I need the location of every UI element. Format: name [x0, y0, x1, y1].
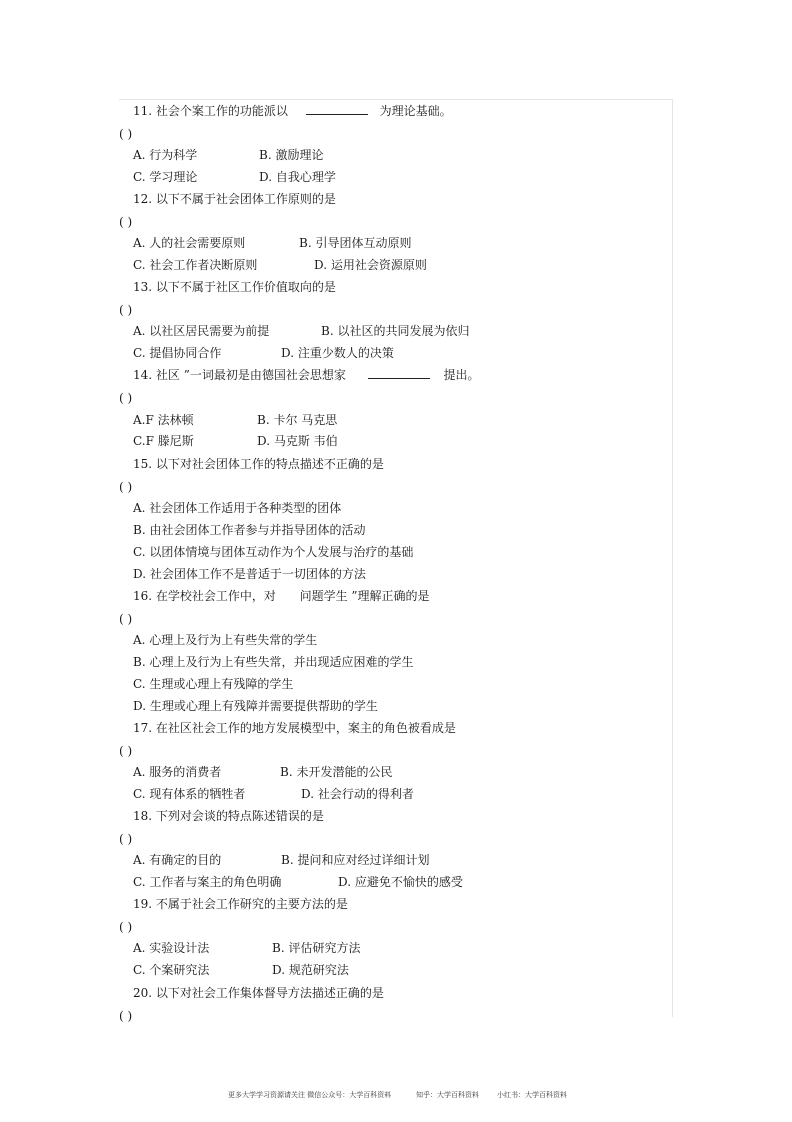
- option-b: B. 卡尔 马克思: [257, 413, 338, 427]
- option-b: B. 评估研究方法: [272, 941, 361, 955]
- footer-xiaohongshu: 小红书：大学百科资料: [497, 1091, 567, 1099]
- option-c: C. 工作者与案主的角色明确: [133, 875, 282, 889]
- question-stem: [133, 104, 452, 118]
- option-d: D. 运用社会资源原则: [314, 258, 427, 272]
- answer-paren: ( ): [119, 744, 133, 758]
- question-stem: [133, 589, 430, 603]
- option-b: B. 由社会团体工作者参与并指导团体的活动: [133, 523, 366, 537]
- option-a: A. 人的社会需要原则: [133, 236, 246, 250]
- option-d: D. 社会团体工作不是普适于一切团体的方法: [133, 567, 366, 581]
- stem-text-tail: 问题学生 ”理解正确的是: [299, 589, 430, 603]
- question-stem: 19. 不属于社会工作研究的主要方法的是: [133, 897, 348, 911]
- stem-text-tail: 提出。: [443, 368, 480, 382]
- question-stem: [133, 368, 480, 382]
- answer-paren: ( ): [119, 832, 133, 846]
- answer-paren: ( ): [119, 303, 133, 317]
- question-stem: 13. 以下不属于社区工作价值取向的是: [133, 280, 336, 294]
- option-c: C. 学习理论: [133, 170, 198, 184]
- option-c: C. 现有体系的牺牲者: [133, 787, 246, 801]
- option-a: A. 实验设计法: [133, 941, 210, 955]
- option-a: A.F 法林顿: [133, 413, 194, 427]
- answer-paren: ( ): [119, 391, 133, 405]
- option-c: C. 以团体情境与团体互动作为个人发展与治疗的基础: [133, 545, 414, 559]
- answer-paren: ( ): [119, 612, 133, 626]
- answer-paren: ( ): [119, 920, 133, 934]
- option-c: C. 生理或心理上有残障的学生: [133, 677, 294, 691]
- question-stem: 20. 以下对社会工作集体督导方法描述正确的是: [133, 986, 384, 1000]
- option-a: A. 有确定的目的: [133, 853, 222, 867]
- option-b: B. 未开发潜能的公民: [280, 765, 393, 779]
- option-a: A. 服务的消费者: [133, 765, 222, 779]
- option-d: D. 应避免不愉快的感受: [338, 875, 463, 889]
- question-stem: 12. 以下不属于社会团体工作原则的是: [133, 192, 336, 206]
- option-d: D. 规范研究法: [272, 963, 349, 977]
- option-d: D. 注重少数人的决策: [281, 346, 394, 360]
- option-b: B. 引导团体互动原则: [299, 236, 412, 250]
- stem-text: 16. 在学校社会工作中，对: [133, 589, 276, 603]
- footer-zhihu: 知乎：大学百科资料: [416, 1091, 479, 1099]
- stem-text-tail: 为理论基础。: [379, 104, 452, 118]
- option-d: D. 生理或心理上有残障并需要提供帮助的学生: [133, 699, 378, 713]
- option-d: D. 马克斯 韦伯: [257, 434, 338, 448]
- question-stem: 18. 下列对会谈的特点陈述错误的是: [133, 809, 324, 823]
- question-stem: 15. 以下对社会团体工作的特点描述不正确的是: [133, 457, 384, 471]
- answer-paren: ( ): [119, 215, 133, 229]
- answer-paren: ( ): [119, 127, 133, 141]
- fill-blank: [368, 368, 430, 379]
- option-c: C.F 滕尼斯: [133, 434, 194, 448]
- option-d: D. 社会行动的得利者: [301, 787, 414, 801]
- stem-text: 14. 社区 ”一词最初是由德国社会思想家: [133, 368, 346, 382]
- stem-text: 11. 社会个案工作的功能派以: [133, 104, 288, 118]
- option-c: C. 提倡协同合作: [133, 346, 222, 360]
- option-b: B. 激励理论: [259, 148, 324, 162]
- option-c: C. 个案研究法: [133, 963, 210, 977]
- option-b: B. 心理上及行为上有些失常，并出现适应困难的学生: [133, 655, 414, 669]
- option-a: A. 心理上及行为上有些失常的学生: [133, 633, 318, 647]
- answer-paren: ( ): [119, 1009, 133, 1023]
- footer-wechat: 更多大学学习资源请关注 微信公众号：大学百科资料: [228, 1091, 392, 1099]
- answer-paren: ( ): [119, 480, 133, 494]
- option-a: A. 以社区居民需要为前提: [133, 324, 270, 338]
- question-stem: 17. 在社区社会工作的地方发展模型中，案主的角色被看成是: [133, 721, 456, 735]
- option-b: B. 以社区的共同发展为依归: [321, 324, 470, 338]
- option-d: D. 自我心理学: [259, 170, 336, 184]
- option-b: B. 提问和应对经过详细计划: [281, 853, 430, 867]
- option-c: C. 社会工作者决断原则: [133, 258, 258, 272]
- option-a: A. 行为科学: [133, 148, 198, 162]
- fill-blank: [306, 104, 368, 115]
- option-a: A. 社会团体工作适用于各种类型的团体: [133, 501, 342, 515]
